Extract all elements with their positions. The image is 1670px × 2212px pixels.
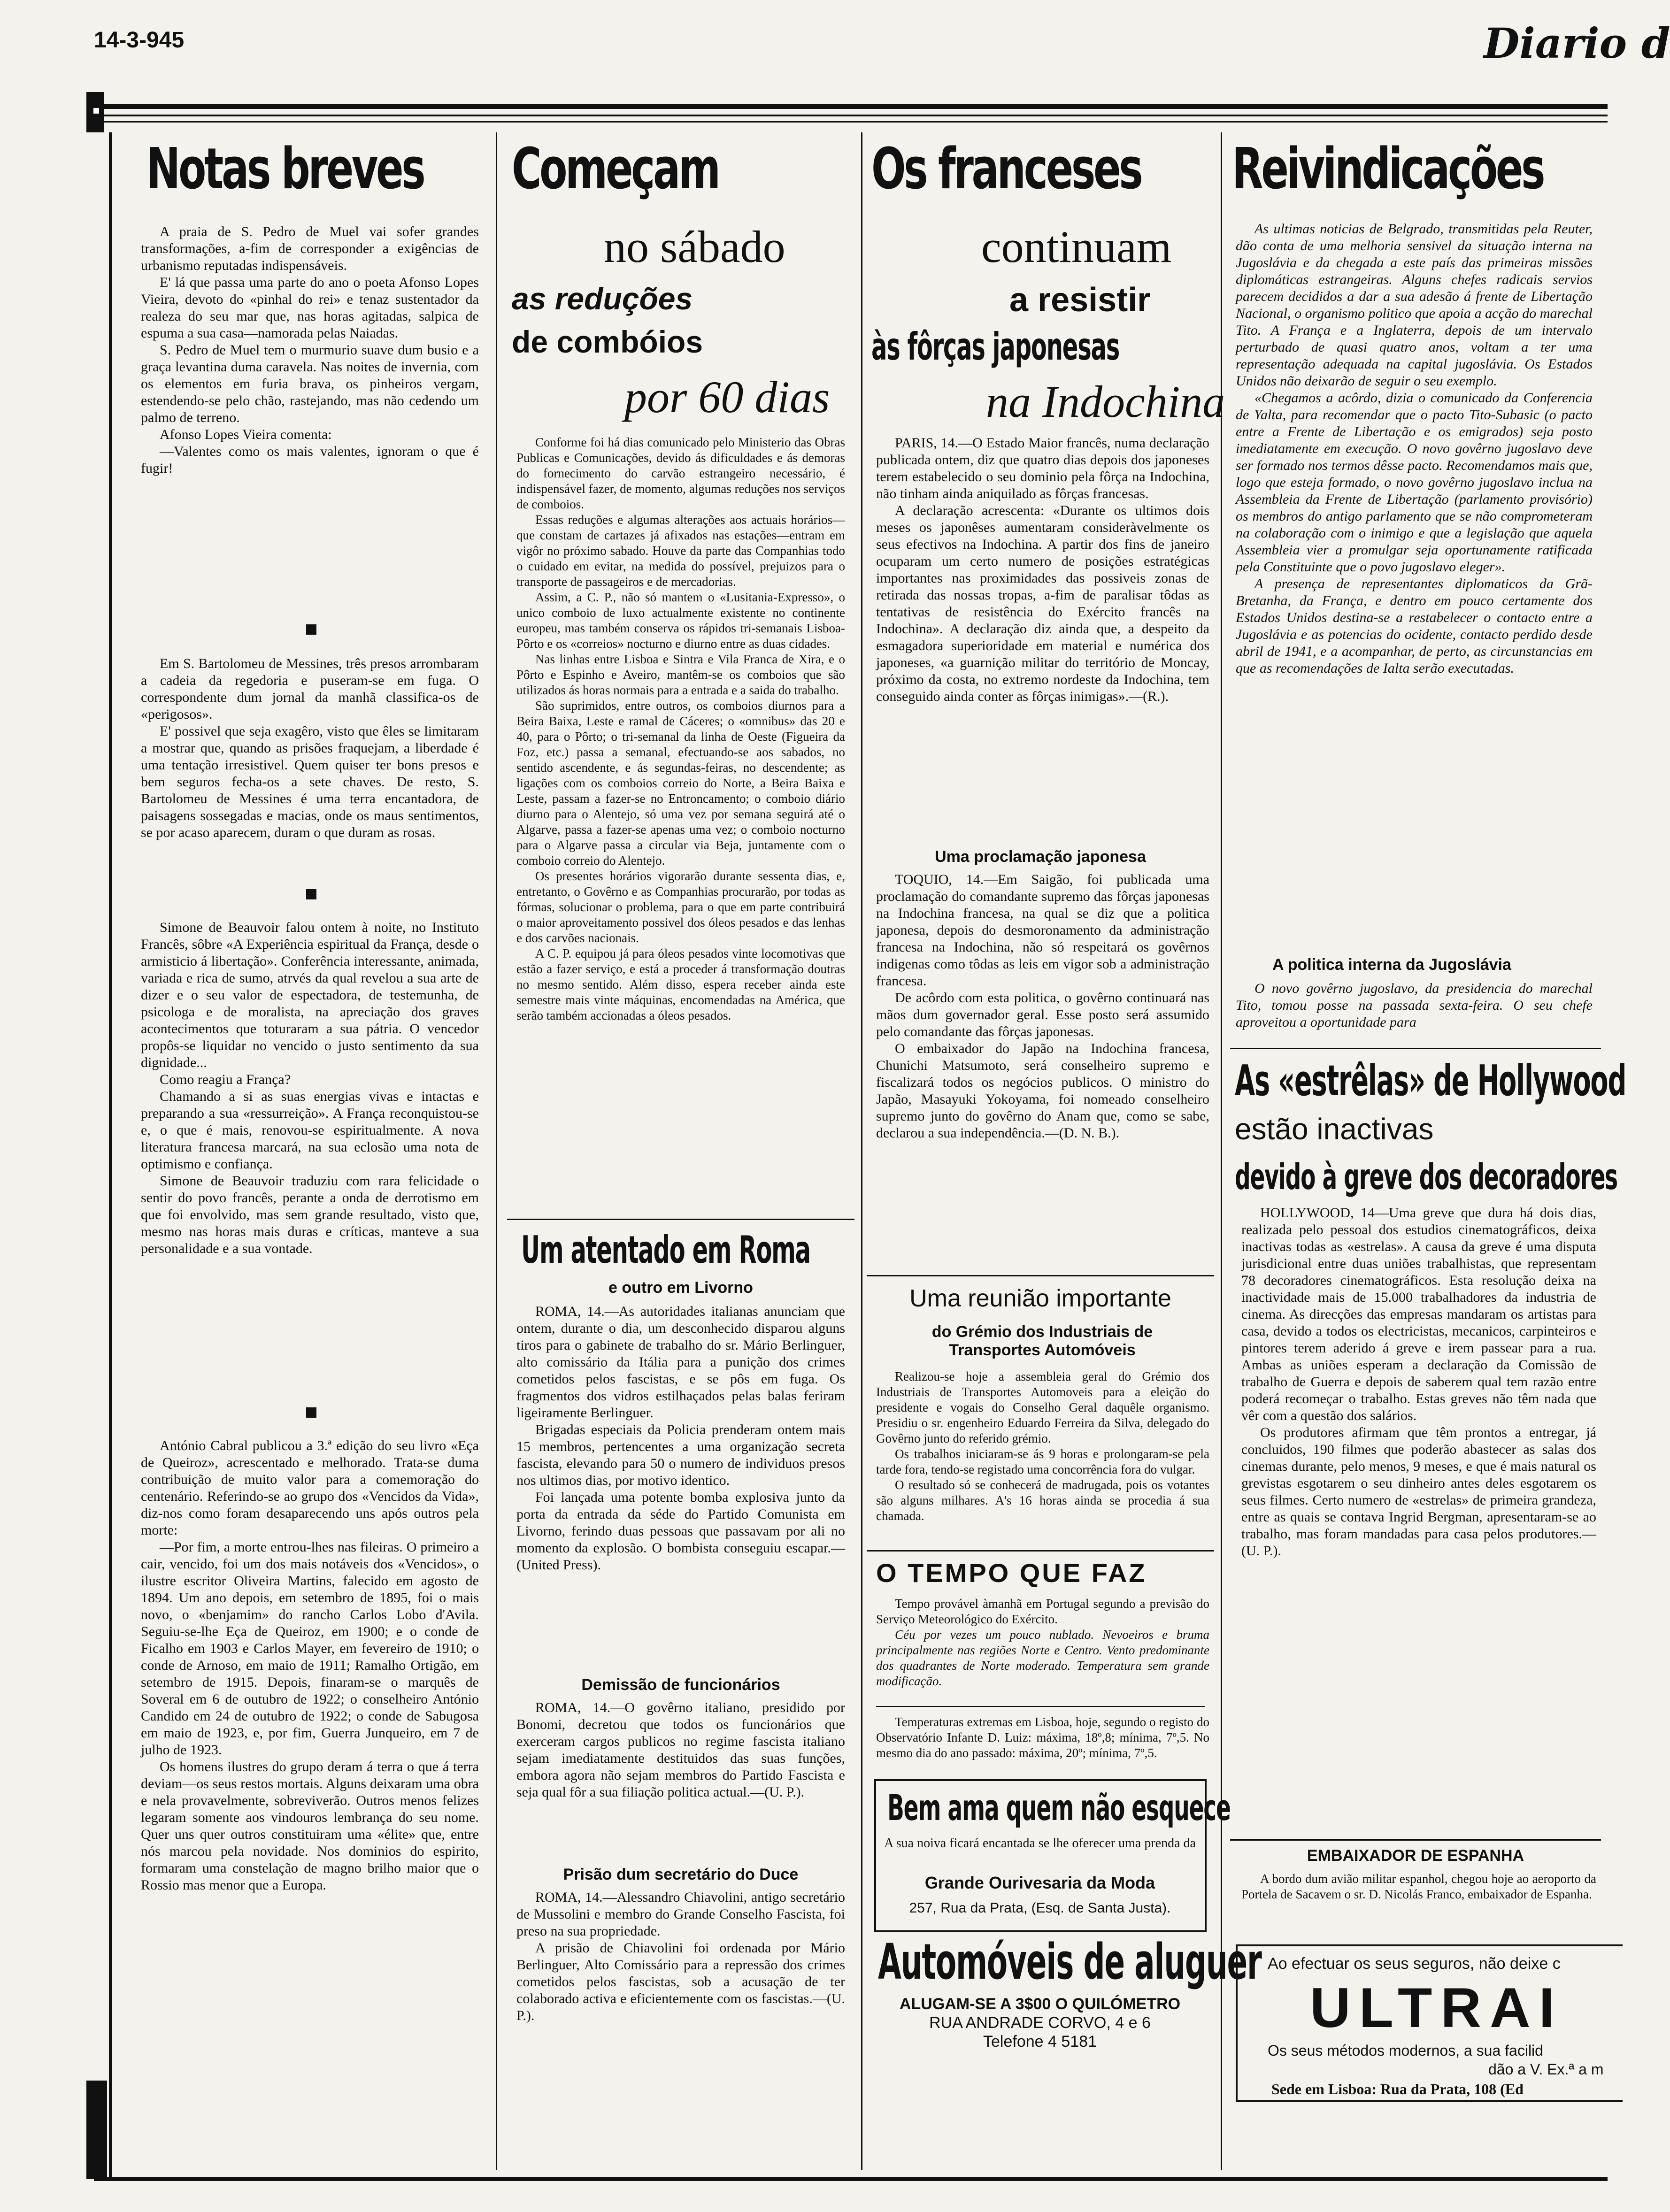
column-divider (861, 132, 862, 2170)
column-notas-breves (141, 223, 479, 477)
ad-automoveis-phone: Telefone 4 5181 (983, 2033, 1097, 2051)
ad-ourivesaria-title: Bem ama quem não esquece (887, 1787, 1231, 1828)
paragraph: Os produtores afirmam que têm prontos a entregar, já concluidos, 190 filmes que poderão abastecer as salas dos cinemas durante, pelo menos, 9 meses, e que é mais natural os grevistas esgotarem o seu dinheiro antes deles esgotarem os seus filmes. Certo numero de «estrelas» de primeira grandeza, entre as quais se contava Ingrid Bergman, apresentaram-se ao trabalho, mas foram mandadas para casa pelos produtores.—(U. P.). (1241, 1425, 1596, 1559)
ad-automoveis-address: RUA ANDRADE CORVO, 4 e 6 (929, 2014, 1151, 2032)
paragraph: E' possivel que seja exagêro, visto que êles se limitaram a mostrar que, quando as prisões fraquejam, a liberdade é uma tentação irresistivel. Quem quiser ter bons presos e bem seguros fecha-os a sete chaves. De resto, S. Bartolomeu de Messines é uma terra encantadora, de paisagens sossegadas e macias, onde os maus sentimentos, se por acaso aparecem, duram o que duram as rosas. (141, 723, 479, 840)
headline-atentado-roma: Um atentado em Roma (521, 1228, 810, 1272)
headline-de-comboios: de combóios (512, 324, 703, 359)
paragraph: ROMA, 14.—Alessandro Chiavolini, antigo secretário de Mussolini e membro do Grande Conselho Fascista, foi preso na sua propriedade. (516, 1889, 845, 1939)
left-marker-bottom (86, 2081, 107, 2179)
headline-os-franceses: Os franceses (871, 137, 1141, 202)
paragraph: As ultimas noticias de Belgrado, transmitidas pela Reuter, dão conta de uma melhoria sensivel da situação interna na Jugoslávia e da chegada a este país das primeiras missões diplomáticas estrangeiras. Alguns chefes radicais servios parecem decididos a dar a sua adesão á frente de Libertação Nacional, o organismo politico que apoia a acção do marechal Tito. A França e a Inglaterra, depois de um intervalo perturbado de quasi quatro anos, voltam a ter uma representação adequada na capital jugoslávia. Os Estados Unidos não deixarão de seguir o seu exemplo. (1236, 221, 1593, 389)
section-rule (1230, 1048, 1601, 1049)
ad-ultramar-line3: dão a V. Ex.ª a m (1488, 2061, 1604, 2078)
ad-ultramar-line1: Ao efectuar os seus seguros, não deixe c (1268, 1955, 1561, 1973)
issue-date: 14-3-945 (94, 28, 185, 53)
headline-estao-inactivas: estão inactivas (1235, 1112, 1434, 1146)
section-rule (1230, 1839, 1601, 1841)
section-marker (306, 624, 316, 635)
article-politica-interna (1236, 980, 1593, 1031)
paragraph: O novo govêrno jugoslavo, da presidencia do marechal Tito, tomou posse na passada sexta-feira. O seu chefe aproveitou a oportunidade para (1236, 981, 1593, 1030)
paragraph: S. Pedro de Muel tem o murmurio suave dum busio e a graça levantina duma caravela. Nas noites de invernia, com os elementos em furia brava, os pinheiros vergam, estendendo-se pelo chão, rastejando, mas não cedendo um palmo de terreno. (141, 342, 479, 425)
headline-reivindicacoes: Reivindicações (1232, 137, 1544, 202)
paragraph: Simone de Beauvoir traduziu com rara felicidade o sentir do povo francês, perante a onda de derrotismo em que foi envolvido, mas sem grande resultado, visto que, mesmo nas horas mais duras e críticas, manteve a sua personalidade e a sua vontade. (141, 1173, 479, 1256)
paragraph: A prisão de Chiavolini foi ordenada por Mário Berlinguer, Alto Comissário para a repressão dos crimes cometidos pelos fascistas, sob a acusação de ter colaborado activa e eficientemente com os fascistas.—(U. P.). (516, 1940, 845, 2023)
notas-section-4 (141, 1437, 479, 1894)
article-atentado (516, 1303, 845, 1574)
paragraph: Os presentes horários vigorarão durante sessenta dias, e, entretanto, o Govêrno e as Companhias procurarão, por todas as fórmas, solucionar o problema, para o que em parte contribuirá o maior aproveitamento possivel dos óleos pesados e das lenhas e dos carvões nacionais. (516, 869, 845, 945)
headline-as-reducoes: as reduções (512, 281, 693, 316)
paragraph: Conforme foi há dias comunicado pelo Ministerio das Obras Publicas e Comunicações, devido ás dificuldades e ás demoras do fornecimento do carvão estrangeiro necessário, é indispensável fazer, de momento, algumas reduções nos serviços de comboios. (516, 435, 845, 511)
column-divider (496, 132, 497, 2170)
subhead-prisao: Prisão dum secretário do Duce (563, 1866, 799, 1883)
ad-automoveis-title: Automóveis de aluguer (878, 1933, 1262, 1990)
subhead-embaixador: EMBAIXADOR DE ESPANHA (1307, 1847, 1524, 1865)
paragraph: Brigadas especiais da Policia prenderam ontem mais 15 membros, pertencentes a uma organização secreta fascista, elevando para 50 o numero de individuos presos nos ultimos dias, por motivo identico. (516, 1422, 845, 1488)
paragraph: António Cabral publicou a 3.ª edição do seu livro «Eça de Queiroz», acrescentado e melhorado. Trata-se duma contribuição de muito valor para a comemoração do centenário. Referindo-se ao grupo dos «Vencidos da Vida», diz-nos como foram desaparecendo uns após outros pela morte: (141, 1438, 479, 1538)
headline-a-resistir: a resistir (1009, 281, 1151, 319)
paragraph: A declaração acrescenta: «Durante os ultimos dois meses os japonêses aumentaram consideràvelmente os seus efectivos na Indochina. A partir dos fins de janeiro ocuparam um certo numero de posições estratégicas importantes nas proximidades das possiveis zonas de retirada das nossas tropas, a-fim de paralisar tôdas as tentativas de resistência do Exército francês na Indochina». A declaração diz ainda que, a despeito da esmagadora superioridade em material e numérica dos japoneses, «a guarnição militar do território de Moncay, próximo da costa, no extremo nordeste da Indochina, tem conseguido ainda conter as fôrças inimigas».—(R.). (876, 503, 1209, 704)
article-hollywood (1241, 1205, 1596, 1559)
paragraph: São suprimidos, entre outros, os comboios diurnos para a Beira Baixa, Leste e ramal de Cáceres; o «omnibus» das 20 e 40, para o Pôrto; o tri-semanal da linha de Oeste (Figueira da Foz, etc.) passa a semanal, efectuando-se aos sabados, no sentido ascendente, e ás segundas-feiras, no descendente; as ligações com os comboios correio do Norte, a Beira Baixa e Leste, passam a fazer-se no Entroncamento; o comboio diário diurno para o Alentejo, só uma vez por semana seguirá até o Algarve, passa a fazer-se apenas uma vez; o comboio nocturno para o Algarve passa a circular via Beja, juntamente com o comboio correio do Alentejo. (516, 699, 845, 868)
article-indochina (876, 435, 1209, 705)
paragraph: Os trabalhos iniciaram-se ás 9 horas e prolongaram-se pela tarde fora, tendo-se registado uma concorrência fora do vulgar. (876, 1447, 1209, 1476)
left-rule (109, 132, 112, 2177)
paragraph: Realizou-se hoje a assembleia geral do Grémio dos Industriais de Transportes Automoveis para a eleição do presidente e vogais do Conselho Geral daquêle organismo. Presidiu o sr. engenheiro Eduardo Ferreira da Silva, delegado do Govêrno junto do referido grémio. (876, 1369, 1209, 1445)
paragraph: A praia de S. Pedro de Muel vai sofer grandes transformações, a-fim de corresponder a exigências de urbanismo reputadas indispensáveis. (141, 224, 479, 273)
paragraph: O resultado só se conhecerá de madrugada, pois os votantes são alguns milhares. A's 16 horas ainda se procedia á sua chamada. (876, 1478, 1209, 1523)
paragraph: Em S. Bartolomeu de Messines, três presos arrombaram a cadeia da regedoria e puseram-se em fuga. O correspondente dum jornal da manhã classifica-os de «perigosos». (141, 656, 479, 722)
paragraph: —Valentes como os mais valentes, ignoram o que é fugir! (141, 444, 479, 476)
section-marker (306, 889, 316, 899)
paragraph: Tempo provável àmanhã em Portugal segundo a previsão do Serviço Meteorológico do Exército. (876, 1597, 1209, 1626)
ad-ourivesaria-address: 257, Rua da Prata, (Esq. de Santa Justa). (909, 1900, 1171, 1916)
paragraph: De acôrdo com esta politica, o govêrno continuará nas mãos dum governador geral. Esse posto será assumido pelo comandante das fôrças japonesas. (876, 990, 1209, 1039)
top-rule (94, 104, 1608, 109)
paragraph: A presença de representantes diplomaticos da Grã-Bretanha, da França, e dentro em pouco certamente dos Estados Unidos destina-se a restabelecer o contacto entre a Jugoslávia e as potencias do ocidente, contacto perdido desde abril de 1941, e a acompanhar, de perto, as circunstancias em que as recomendações de Ialta serão executadas. (1236, 576, 1593, 676)
subhead-demissao: Demissão de funcionários (581, 1676, 780, 1694)
paragraph: TOQUIO, 14.—Em Saigão, foi publicada uma proclamação do comandante supremo das fôrças japonesas na Indochina francesa, na qual se diz que a politica japonesa, depois do desmoronamento da administração francesa na Indochina, não só respeitará os govêrnos indigenas como tôdas as leis em vigor sob a administração francesa. (876, 872, 1209, 989)
top-rule-3 (94, 121, 1608, 123)
ad-ultramar-title: ULTRAI (1310, 1976, 1563, 2039)
paragraph: Essas reduções e algumas alterações aos actuais horários—que constam de cartazes já afixados nas estações—entram em vigôr no próximo sabado. Houve da parte das Companhias todo o cuidado em evitar, na medida do possível, prejuizos para o transporte de passageiros e de mercadorias. (516, 513, 845, 589)
paragraph: Céu por vezes um pouco nublado. Nevoeiros e bruma principalmente nas regiões Norte e Centro. Vento predominante dos quadrantes de Norte moderado. Temperatura sem grande modificação. (876, 1628, 1209, 1688)
subhead-livorno: e outro em Livorno (608, 1279, 753, 1297)
paragraph: A bordo dum avião militar espanhol, chegou hoje ao aeroporto da Portela de Sacavem o sr. D. Nicolás Franco, embaixador de Espanha. (1241, 1872, 1596, 1901)
paragraph: Assim, a C. P., não só mantem o «Lusitania-Expresso», o unico comboio de luxo actualmente existente no continente europeu, mas também conserva os rápidos tri-semanais Lisboa-Pôrto e os «correios» nocturno e diurno entre as duas cidades. (516, 590, 845, 651)
paragraph: E' lá que passa uma parte do ano o poeta Afonso Lopes Vieira, devoto do «pinhal do rei» e tenaz sustentador da realeza do seu mar que, nas horas agitadas, salpica de espuma a sua casa—namorada pelas Naiadas. (141, 275, 479, 341)
paragraph: —Por fim, a morte entrou-lhes nas fileiras. O primeiro a cair, vencido, foi um dos mais notáveis dos «Vencidos», o ilustre escritor Oliveira Martins, falecido em agosto de 1894. Um ano depois, em setembro de 1895, foi o mais novo, o «benjamim» do rancho Carlos Lobo d'Avila. Seguiu-se-lhe Eça de Queiroz, em 1900; e o conde de Ficalho em 1903 e Carlos Mayer, em fevereiro de 1910; o conde de Arnoso, em maio de 1911; Ramalho Ortigão, em setembro de 1915. Depois, finaram-se o marquês de Soveral em 6 de outubro de 1922; o conselheiro António Candido em 24 de outubro de 1922; o conde de Sabugosa em maio de 1923, e, por fim, Guerra Junqueiro, em 7 de julho de 1923. (141, 1539, 479, 1758)
marker-dot (93, 108, 99, 114)
headline-forcas-japonesas: às fôrças japonesas (871, 325, 1119, 369)
paragraph: ROMA, 14.—O govêrno italiano, presidido por Bonomi, decretou que todos os funcionários que exerceram cargos publicos no regime fascista italiano sejam imediatamente destituidos das suas funções, embora agora não sejam membros do Partido Fascista e seja qual fôr a sua filiação politica actual.—(U. P.). (516, 1700, 845, 1800)
ad-ultramar-line2: Os seus métodos modernos, a sua facilid (1268, 2042, 1543, 2059)
headline-continuam: continuam (981, 222, 1172, 272)
ad-ourivesaria-name: Grande Ourivesaria da Moda (924, 1873, 1155, 1892)
paragraph: Temperaturas extremas em Lisboa, hoje, segundo o registo do Observatório Infante D. Luiz: máxima, 18º,8; mínima, 7º,5. No mesmo dia do ano passado: máxima, 20º; mínima, 7º,5. (876, 1715, 1209, 1760)
headline-estrelas-hollywood: As «estrêlas» de Hollywood (1235, 1056, 1626, 1106)
paragraph: Os homens ilustres do grupo deram á terra o que á terra deviam—os seus restos mortais. Alguns deixaram uma obra e nela provavelmente, sobreviverão. Outros menos felizes legaram somente aos vindouros lembrança do seu nome. Quer uns quer outros constituiram uma «élite» que, entre nós marcou pela novidade. Nos dominios do espirito, formaram uma constelação de magno brilho maior que o Rossio mas menor que a Europa. (141, 1759, 479, 1893)
column-divider (1221, 132, 1222, 2170)
paragraph: ROMA, 14.—As autoridades italianas anunciam que ontem, durante o dia, um desconhecido disparou alguns tiros para o gabinete de trabalho do sr. Mário Berlinguer, alto comissário da Itália para a punição dos crimes cometidos pelos fascistas, e se pôs em fuga. Os fragmentos dos vidros estilhaçados pelas balas feriram ligeiramente Berlinguer. (516, 1304, 845, 1421)
headline-notas-breves: Notas breves (146, 137, 424, 202)
notas-section-2 (141, 655, 479, 841)
article-proclamacao (876, 871, 1209, 1142)
article-demissao (516, 1699, 845, 1801)
notas-section-3 (141, 919, 479, 1257)
section-rule (867, 1550, 1214, 1551)
paragraph: Como reagiu a França? (160, 1072, 291, 1087)
subhead-proclamacao: Uma proclamação japonesa (935, 848, 1146, 866)
headline-por-60-dias: por 60 dias (624, 372, 830, 422)
section-rule (867, 1275, 1214, 1276)
paragraph: Simone de Beauvoir falou ontem à noite, no Instituto Francês, sôbre «A Experiência espiritual da França, desde o armisticio á libertação». Conferência interessante, animada, variada e rica de sumo, atrvés da qual revelou a sua arte de dizer e o seu valor de espectadora, de testemunha, de psicologa e de moralista, na apreciação dos graves acontecimentos que toturaram a sua pátria. O vencedor propôs-se liquidar no vencido o justo sentimento da sua dignidade... (141, 920, 479, 1070)
weather-temperatures (876, 1714, 1209, 1761)
headline-greve-decoradores: devido à greve dos decoradores (1235, 1156, 1617, 1198)
article-embaixador (1241, 1871, 1596, 1902)
paragraph: Foi lançada uma potente bomba explosiva junto da porta da entrada da séde do Partido Comunista em Livorno, ferindo duas pessoas que passavam por ali no momento da explosão. O bombista conseguiu escapar.—(United Press). (516, 1490, 845, 1573)
weather-rule (876, 1706, 1205, 1707)
paragraph: A C. P. equipou já para óleos pesados vinte locomotivas que estão a fazer serviço, e está a proceder á transformação doutras no mesmo sentido. Além disso, espera receber ainda este semestre mais vinte máquinas, encomendadas na América, que serão também accionadas a óleos pesados. (516, 946, 845, 1022)
headline-na-indochina: na Indochina (986, 376, 1225, 427)
subhead-gremio: do Grémio dos Industriais de Transportes Automóveis (931, 1323, 1153, 1359)
section-rule (507, 1219, 854, 1220)
paragraph: Nas linhas entre Lisboa e Sintra e Vila Franca de Xira, e o Pôrto e Espinho e Aveiro, mantêm-se os comboios que são utilizados ás horas normais para a entrada e a saida do trabalho. (516, 652, 845, 697)
ad-ourivesaria-text: A sua noiva ficará encantada se lhe oferecer uma prenda da (884, 1836, 1196, 1851)
subhead-politica-interna: A politica interna da Jugoslávia (1272, 956, 1511, 974)
paragraph: «Chegamos a acôrdo, dizia o comunicado da Conferencia de Yalta, para recomendar que o pacto Tito-Subasic (o pacto entre a Frente de Libertação e os emigrados) seja posto imediatamente em execução. O novo govêrno jugoslavo deve ser formado nos termos dêsse pacto. Recomendamos mais que, logo que esteja formado, o novo govêrno jugoslavo inclua na Assembleia da Frente de Libertação (parlamento provisório) os membros do antigo parlamento que se não comprometeram na colaboração com o inimigo e que a legislação que aquela Assembleia vier a promulgar seja oportunamente ratificada pela Constituinte que o povo jugoslavo eleger». (1236, 390, 1593, 575)
ad-automoveis-price: ALUGAM-SE A 3$00 O QUILÓMETRO (899, 1995, 1181, 2013)
paragraph: HOLLYWOOD, 14—Uma greve que dura há dois dias, realizada pelo pessoal dos estudios cinematográficos, deixa inactivas todas as «estrelas». A causa da greve é uma disputa jurisdicional entre duas uniões trabalhistas, que representam 78 decoradores cinematográficos. Esta resolução deixa na inactividade mais de 15.000 trabalhadores da industria de cinema. As direcções das empresas mandaram os artistas para casa, devido a todos os electricistas, mecanicos, carpinteiros e pintores terem aderido á greve e irem passear para a rua. Ambas as uniões esperam a declaração da Comissão de trabalho de Guerra e depois de saberem qual tem razão entre poderá recomeçar o trabalho. Estas greves não têm nada que vêr com a questão dos salários. (1241, 1205, 1596, 1423)
paragraph: O embaixador do Japão na Indochina francesa, Chunichi Matsumoto, será conselheiro supremo e fiscalizará todos os negócios publicos. O ministro do Japão, Masayuki Yokoyama, foi nomeado conselheiro supremo junto do govêrno do Anam que, como se sabe, declarou a sua independência.—(D. N. B.). (876, 1041, 1209, 1141)
article-prisao (516, 1889, 845, 2024)
section-marker (306, 1407, 316, 1418)
ad-ultramar-line4: Sede em Lisboa: Rua da Prata, 108 (Ed (1271, 2081, 1524, 2097)
article-reuniao (876, 1369, 1209, 1524)
bottom-rule (94, 2177, 1608, 2181)
article-reducoes (516, 435, 845, 1023)
paragraph: Chamando a si as suas energias vivas e intactas e preparando a sua «ressurreição». A França reconquistou-se e, o que é mais, renovou-se espiritualmente. A nova literatura francesa marcará, na sua eclosão uma nota de optimismo e confiança. (141, 1089, 479, 1172)
headline-reuniao: Uma reunião importante (909, 1285, 1171, 1312)
newspaper-name: Diario d (1484, 19, 1670, 68)
top-rule-2 (94, 115, 1608, 116)
headline-tempo: O TEMPO QUE FAZ (876, 1558, 1147, 1588)
article-reivindicacoes (1236, 221, 1593, 677)
weather-forecast (876, 1596, 1209, 1689)
paragraph: PARIS, 14.—O Estado Maior francês, numa declaração publicada ontem, diz que quatro dias depois dos japoneses terem estabelecido o seu dominio pela fôrça na Indochina, não tinham ainda aniquilado as fôrças francesas. (876, 435, 1209, 501)
headline-no-sabado: no sábado (604, 222, 785, 272)
paragraph: Afonso Lopes Vieira comenta: (160, 427, 332, 442)
headline-comecam: Começam (512, 137, 719, 202)
